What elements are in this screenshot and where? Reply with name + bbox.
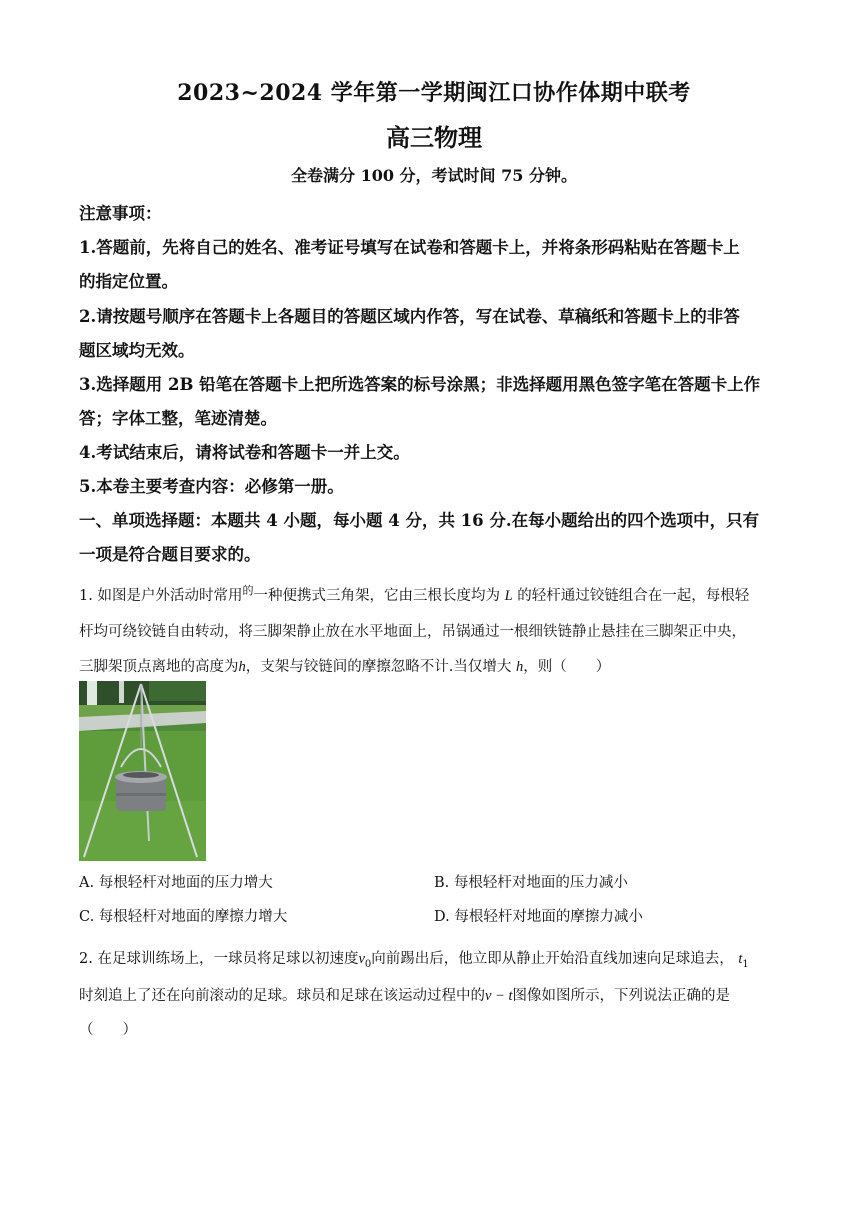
tripod-pot-photo [79,681,206,861]
tripod-pot-illustration [79,681,206,861]
q2-line-2: 时刻追上了还在向前滚动的足球。球员和足球在该运动过程中的v − t图像如图所示，下列说法正确的是 [79,988,730,1004]
q1-line-3: 三脚架顶点离地的高度为h，支架与铰链间的摩擦忽略不计.当仅增大 h，则（ ） [79,659,611,675]
subject-title: 高三物理 [386,123,482,152]
exam-title: 2023~2024 学年第一学期闽江口协作体期中联考 [177,80,691,106]
section-heading: 一、单项选择题：本题共 4 小题，每小题 4 分，共 16 分.在每小题给出的四个选项中，只有 [79,511,760,530]
note-line: 5.本卷主要考查内容：必修第一册。 [79,477,344,496]
note-line: 4.考试结束后，请将试卷和答题卡一并上交。 [79,443,410,462]
note-line: 答；字体工整，笔迹清楚。 [79,409,277,428]
section-heading-cont: 一项是符合题目要求的。 [79,545,261,564]
q1-option-b: B. 每根轻杆对地面的压力减小 [434,875,628,891]
q1-line-1: 1. 如图是户外活动时常用$^的$一种便携式三角架，它由三根长度均为 L 的轻杆通过铰链组合在一起，每根轻 [79,584,750,604]
notes-heading: 注意事项： [79,204,162,223]
note-line: 1.答题前，先将自己的姓名、准考证号填写在试卷和答题卡上，并将条形码粘贴在答题卡上 [79,238,740,257]
note-line: 2.请按题号顺序在答题卡上各题目的答题区域内作答，写在试卷、草稿纸和答题卡上的非答 [79,307,740,326]
q1-option-d: D. 每根轻杆对地面的摩擦力减小 [434,909,643,925]
note-line: 3.选择题用 2B 铅笔在答题卡上把所选答案的标号涂黑；非选择题用黑色签字笔在答题卡上作 [79,375,761,394]
note-line: 的指定位置。 [79,272,178,291]
exam-info: 全卷满分 100 分，考试时间 75 分钟。 [291,166,577,185]
q1-option-a: A. 每根轻杆对地面的压力增大 [79,875,273,891]
q1-line-2: 杆均可绕铰链自由转动，将三脚架静止放在水平地面上，吊锅通过一根细铁链静止悬挂在三脚架正中央， [79,624,746,640]
q2-line-3: （ ） [79,1022,137,1038]
note-line: 题区域均无效。 [79,341,195,360]
q1-option-c: C. 每根轻杆对地面的摩擦力增大 [79,909,288,925]
q2-line-1: 2. 在足球训练场上，一球员将足球以初速度$v_0$向前踢出后，他立即从静止开始沿直线加速向足球追去， $t_1$ [79,951,749,970]
